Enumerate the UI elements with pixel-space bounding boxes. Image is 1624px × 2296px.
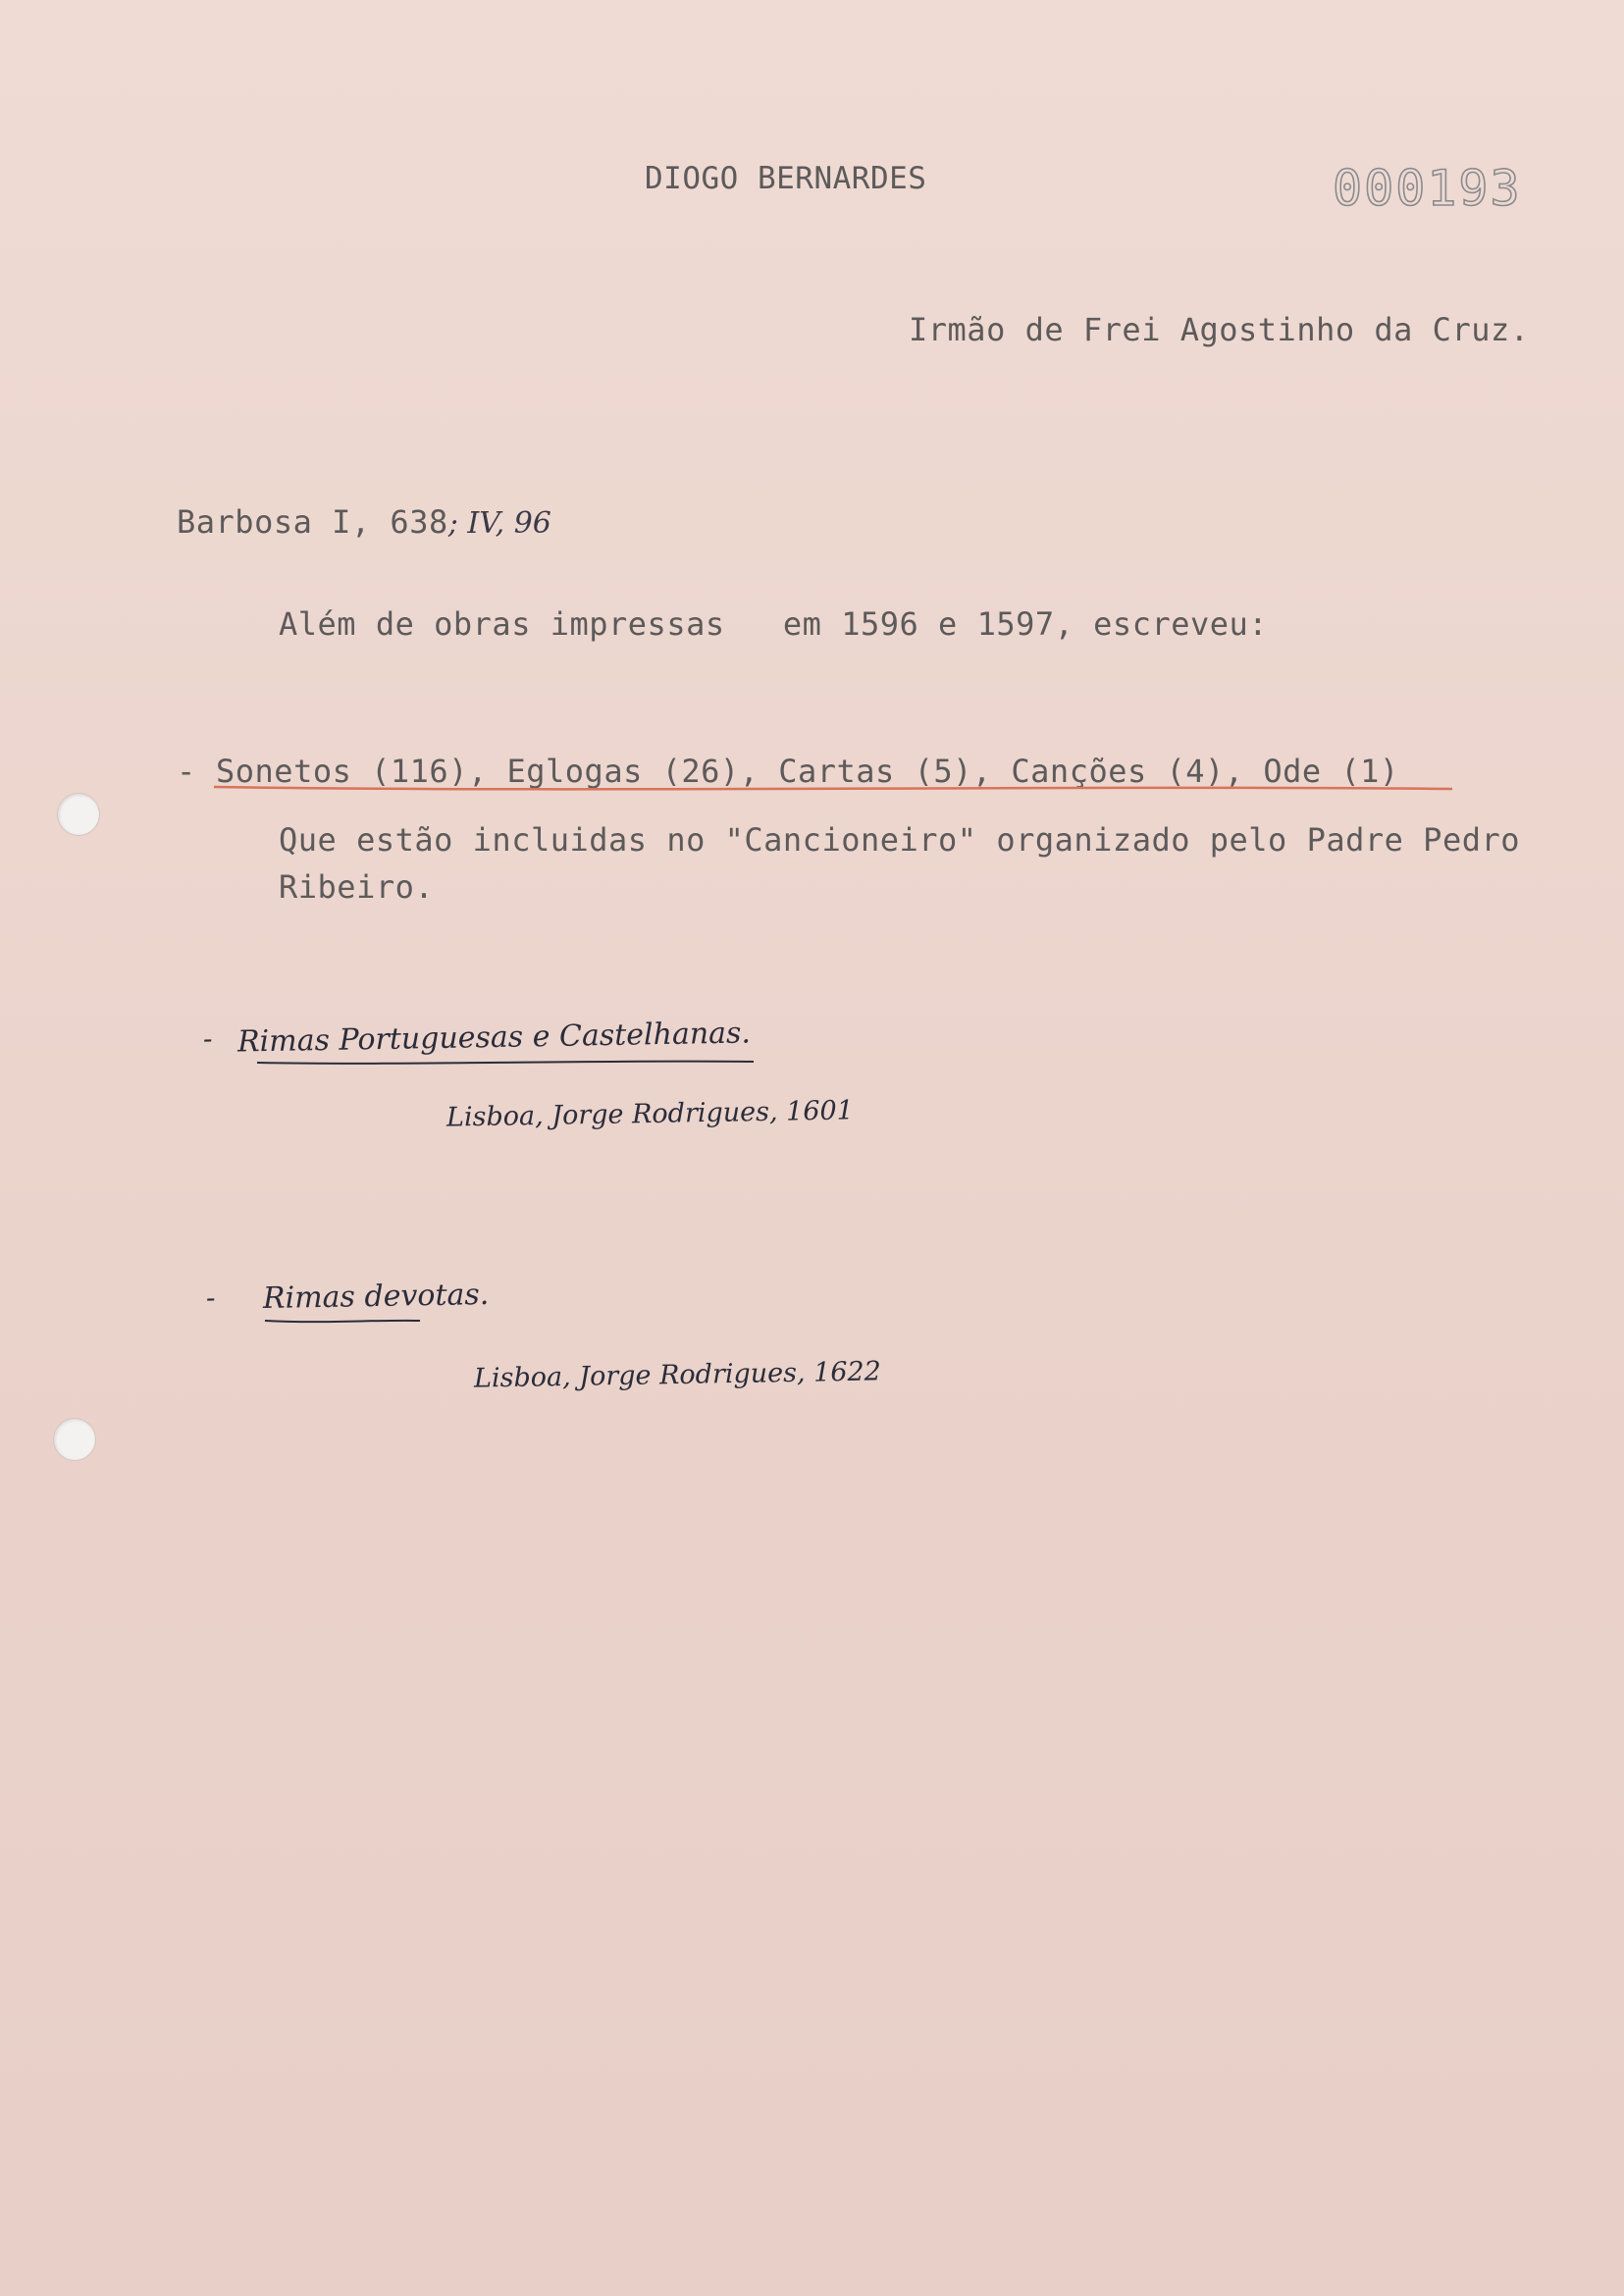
pen-underline: [265, 1321, 420, 1322]
reference-handwritten: ; IV, 96: [447, 506, 551, 541]
handwritten-title: Rimas devotas.: [262, 1277, 490, 1317]
reference-typed: Barbosa I, 638: [177, 503, 448, 541]
card-number-stamp: 000193: [1333, 160, 1522, 217]
handwritten-imprint: Lisboa, Jorge Rodrigues, 1601: [445, 1095, 855, 1133]
item-note-line2: Ribeiro.: [279, 868, 435, 906]
punch-hole: [53, 1418, 96, 1461]
intro-text: Além de obras impressas em 1596 e 1597, escreveu:: [279, 605, 1269, 643]
handwritten-bullet: -: [202, 1021, 213, 1056]
relation-note: Irmão de Frei Agostinho da Cruz.: [909, 311, 1530, 348]
handwritten-title: Rimas Portuguesas e Castelhanas.: [236, 1016, 752, 1060]
author-heading: DIOGO BERNARDES: [645, 161, 927, 196]
handwritten-bullet: -: [205, 1280, 216, 1315]
pen-underline: [257, 1062, 754, 1064]
handwritten-imprint: Lisboa, Jorge Rodrigues, 1622: [473, 1356, 882, 1394]
red-underline: [214, 787, 1452, 789]
item-title: Sonetos (116), Eglogas (26), Cartas (5), Canções (4), Ode (1): [216, 753, 1399, 790]
item-bullet: -: [177, 753, 196, 790]
item-note-line1: Que estão incluidas no "Cancioneiro" organizado pelo Padre Pedro: [279, 821, 1520, 859]
punch-hole: [57, 793, 100, 836]
